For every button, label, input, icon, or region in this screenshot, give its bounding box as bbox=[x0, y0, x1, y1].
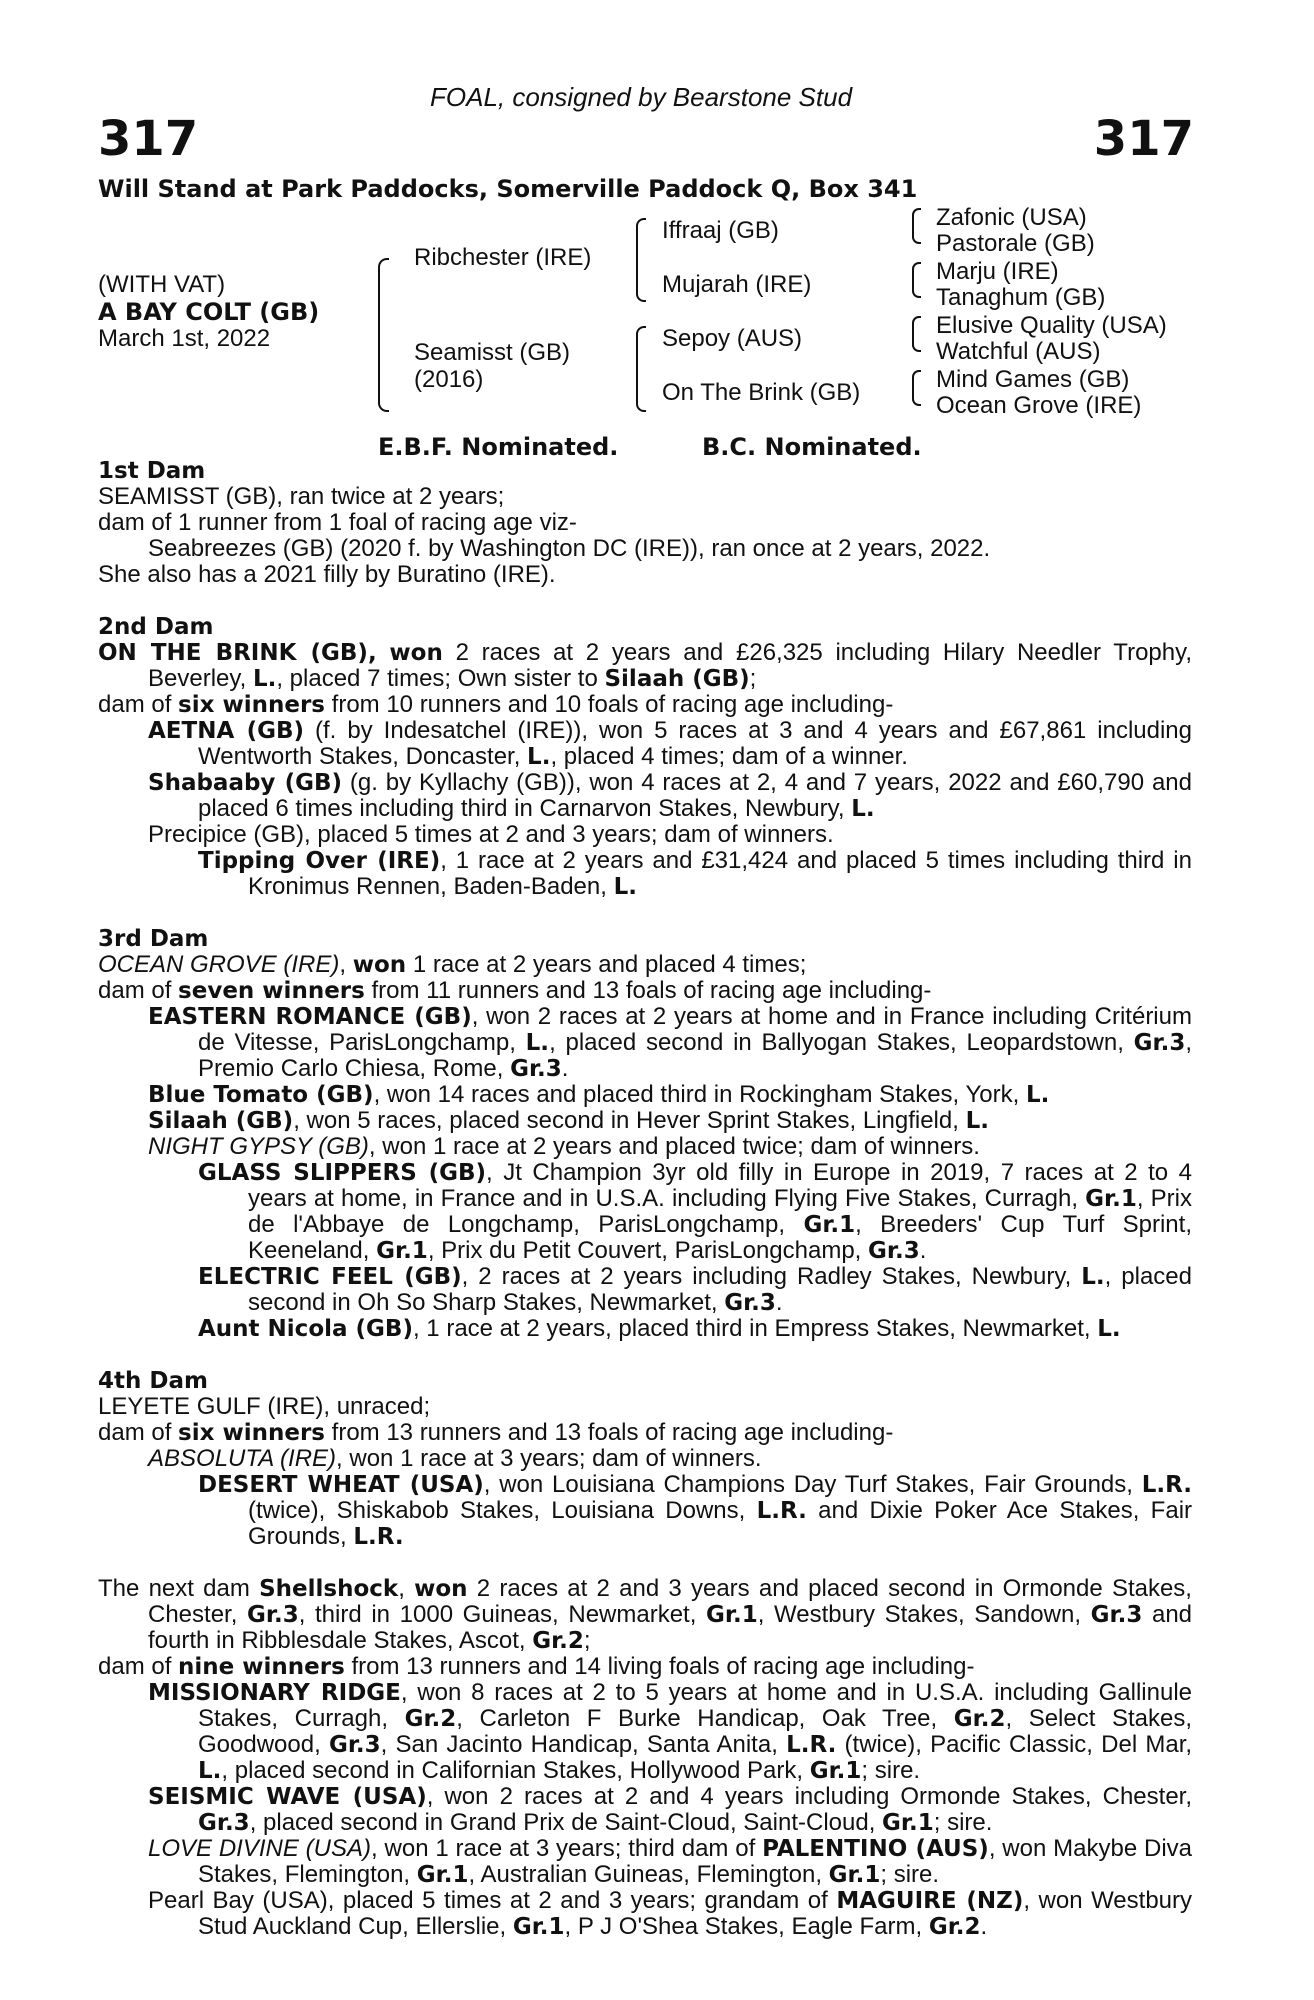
pedigree-sire-sire: Iffraaj (GB) bbox=[662, 217, 779, 244]
brace-g3 bbox=[912, 316, 921, 352]
third-dam-heading: 3rd Dam bbox=[98, 926, 209, 952]
progeny-night-gypsy: NIGHT GYPSY (GB), won 1 race at 2 years and placed twice; dam of winners. bbox=[148, 1133, 980, 1160]
progeny-aetna: AETNA (GB) (f. by Indesatchel (IRE)), won 5 races at 3 and 4 years and £67,861 including Wentworth Stakes, Doncaster, L., placed 4 times; dam of a winner. bbox=[148, 717, 1192, 770]
progeny-pearl-bay: Pearl Bay (USA), placed 5 times at 2 and 3 years; grandam of MAGUIRE (NZ), won Westbury Stud Auckland Cup, Ellerslie, Gr.1, P J O'Shea Stakes, Eagle Farm, Gr.2. bbox=[148, 1887, 1193, 1940]
pedigree-sire: Ribchester (IRE) bbox=[414, 244, 592, 271]
pedigree-g2: Pastorale (GB) bbox=[936, 230, 1095, 257]
progeny-silaah: Silaah (GB), won 5 races, placed second in Hever Sprint Stakes, Lingfield, L. bbox=[148, 1107, 989, 1134]
pedigree-g4: Tanaghum (GB) bbox=[936, 284, 1106, 311]
progeny-missionary-ridge: MISSIONARY RIDGE, won 8 races at 2 to 5 years at home and in U.S.A. including Gallinule Stakes, Curragh, Gr.2, Carleton F Burke Handicap, Oak Tree, Gr.2, Select Stakes, Goodwood, Gr.3, San Jacinto Handicap, Santa Anita, L.R. (twice), Pacific Classic, Del Mar, L., placed second in Californian Stakes, Hollywood Park, Gr.1; sire. bbox=[148, 1679, 1193, 1784]
fourth-dam-produce-line: dam of six winners from 13 runners and 13 foals of racing age including- bbox=[98, 1419, 894, 1446]
progeny-precipice: Precipice (GB), placed 5 times at 2 and 3 years; dam of winners. bbox=[148, 821, 834, 848]
pedigree-dam-year: (2016) bbox=[414, 366, 484, 393]
foaling-date: March 1st, 2022 bbox=[98, 325, 271, 352]
next-dam-line: The next dam Shellshock, won 2 races at 2 and 3 years and placed second in Ormonde Stakes, Chester, Gr.3, third in 1000 Guineas, Newmarket, Gr.1, Westbury Stakes, Sandown, Gr.3 and fourth in Ribblesdale Stakes, Ascot, Gr.2; bbox=[98, 1575, 1193, 1654]
first-dam-heading: 1st Dam bbox=[98, 458, 206, 484]
vat-note: (WITH VAT) bbox=[98, 271, 226, 298]
third-dam-produce-line: dam of seven winners from 11 runners and 13 foals of racing age including- bbox=[98, 977, 932, 1004]
second-dam-line: ON THE BRINK (GB), won 2 races at 2 years and £26,325 including Hilary Needler Trophy, Beverley, L., placed 7 times; Own sister to Silaah (GB); bbox=[98, 639, 1193, 692]
pedigree-dam-dam: On The Brink (GB) bbox=[662, 379, 861, 406]
pedigree-dam: Seamisst (GB) bbox=[414, 339, 571, 366]
first-dam-note: She also has a 2021 filly by Buratino (IRE). bbox=[98, 561, 556, 588]
brace-g4 bbox=[912, 370, 921, 406]
lot-number-left: 317 bbox=[98, 111, 199, 167]
progeny-desert-wheat: DESERT WHEAT (USA), won Louisiana Champions Day Turf Stakes, Fair Grounds, L.R. (twice), Shiskabob Stakes, Louisiana Downs, L.R. and Dixie Poker Ace Stakes, Fair Grounds, L.R. bbox=[198, 1471, 1193, 1550]
brace-dam bbox=[636, 326, 646, 412]
pedigree-g5: Elusive Quality (USA) bbox=[936, 312, 1167, 339]
progeny-seismic-wave: SEISMIC WAVE (USA), won 2 races at 2 and 4 years including Ormonde Stakes, Chester, Gr.3, placed second in Grand Prix de Saint-Cloud, Saint-Cloud, Gr.1; sire. bbox=[148, 1783, 1193, 1836]
ebf-nomination: E.B.F. Nominated. bbox=[378, 433, 619, 461]
progeny-blue-tomato: Blue Tomato (GB), won 14 races and placed third in Rockingham Stakes, York, L. bbox=[148, 1081, 1050, 1108]
first-dam-foal: Seabreezes (GB) (2020 f. by Washington DC (IRE)), ran once at 2 years, 2022. bbox=[148, 535, 991, 562]
brace-g2 bbox=[912, 262, 921, 298]
pedigree-g8: Ocean Grove (IRE) bbox=[936, 392, 1142, 419]
progeny-eastern-romance: EASTERN ROMANCE (GB), won 2 races at 2 years at home and in France including Critérium de Vitesse, ParisLongchamp, L., placed second in Ballyogan Stakes, Leopardstown, Gr.3, Premio Carlo Chiesa, Rome, Gr.3. bbox=[148, 1003, 1192, 1082]
fourth-dam-line: LEYETE GULF (IRE), unraced; bbox=[98, 1393, 431, 1420]
pedigree-dam-sire: Sepoy (AUS) bbox=[662, 325, 803, 352]
pedigree-g1: Zafonic (USA) bbox=[936, 204, 1087, 231]
third-dam-line: OCEAN GROVE (IRE), won 1 race at 2 years and placed 4 times; bbox=[98, 951, 807, 978]
second-dam-heading: 2nd Dam bbox=[98, 614, 214, 640]
first-dam-line: SEAMISST (GB), ran twice at 2 years; bbox=[98, 483, 505, 510]
brace-gen1 bbox=[378, 258, 389, 412]
brace-sire bbox=[636, 218, 646, 302]
progeny-electric-feel: ELECTRIC FEEL (GB), 2 races at 2 years including Radley Stakes, Newbury, L., placed second in Oh So Sharp Stakes, Newmarket, Gr.3. bbox=[198, 1263, 1193, 1316]
pedigree-g3: Marju (IRE) bbox=[936, 258, 1059, 285]
first-dam-produce-line: dam of 1 runner from 1 foal of racing age viz- bbox=[98, 509, 577, 536]
lot-number-right: 317 bbox=[1093, 111, 1194, 167]
next-dam-produce-line: dam of nine winners from 13 runners and 14 living foals of racing age including- bbox=[98, 1653, 975, 1680]
progeny-glass-slippers: GLASS SLIPPERS (GB), Jt Champion 3yr old filly in Europe in 2019, 7 races at 2 to 4 years at home, in France and in U.S.A. including Flying Five Stakes, Curragh, Gr.1, Prix de l'Abbaye de Longchamp, ParisLongchamp, Gr.1, Breeders' Cup Turf Sprint, Keeneland, Gr.1, Prix du Petit Couvert, ParisLongchamp, Gr.3. bbox=[198, 1159, 1192, 1264]
progeny-shabaaby: Shabaaby (GB) (g. by Kyllachy (GB)), won 4 races at 2, 4 and 7 years, 2022 and £60,790 and placed 6 times including third in Carnarvon Stakes, Newbury, L. bbox=[148, 769, 1192, 822]
progeny-tipping-over: Tipping Over (IRE), 1 race at 2 years and £31,424 and placed 5 times including third in Kronimus Rennen, Baden-Baden, L. bbox=[198, 847, 1192, 900]
pedigree-g6: Watchful (AUS) bbox=[936, 338, 1101, 365]
pedigree-sire-dam: Mujarah (IRE) bbox=[662, 271, 812, 298]
progeny-love-divine: LOVE DIVINE (USA), won 1 race at 3 years; third dam of PALENTINO (AUS), won Makybe Diva Stakes, Flemington, Gr.1, Australian Guineas, Flemington, Gr.1; sire. bbox=[148, 1835, 1193, 1888]
progeny-absoluta: ABSOLUTA (IRE), won 1 race at 3 years; dam of winners. bbox=[148, 1445, 762, 1472]
brace-g1 bbox=[912, 208, 921, 244]
consignor-line: FOAL, consigned by Bearstone Stud bbox=[430, 82, 853, 112]
fourth-dam-heading: 4th Dam bbox=[98, 1368, 208, 1394]
progeny-aunt-nicola: Aunt Nicola (GB), 1 race at 2 years, placed third in Empress Stakes, Newmarket, L. bbox=[198, 1315, 1121, 1342]
pedigree-g7: Mind Games (GB) bbox=[936, 366, 1130, 393]
catalogue-body bbox=[98, 458, 1192, 1940]
second-dam-produce-line: dam of six winners from 10 runners and 10 foals of racing age including- bbox=[98, 691, 894, 718]
bc-nomination: B.C. Nominated. bbox=[702, 433, 922, 461]
stand-location: Will Stand at Park Paddocks, Somerville Paddock Q, Box 341 bbox=[98, 175, 918, 203]
horse-description: A BAY COLT (GB) bbox=[98, 298, 320, 326]
